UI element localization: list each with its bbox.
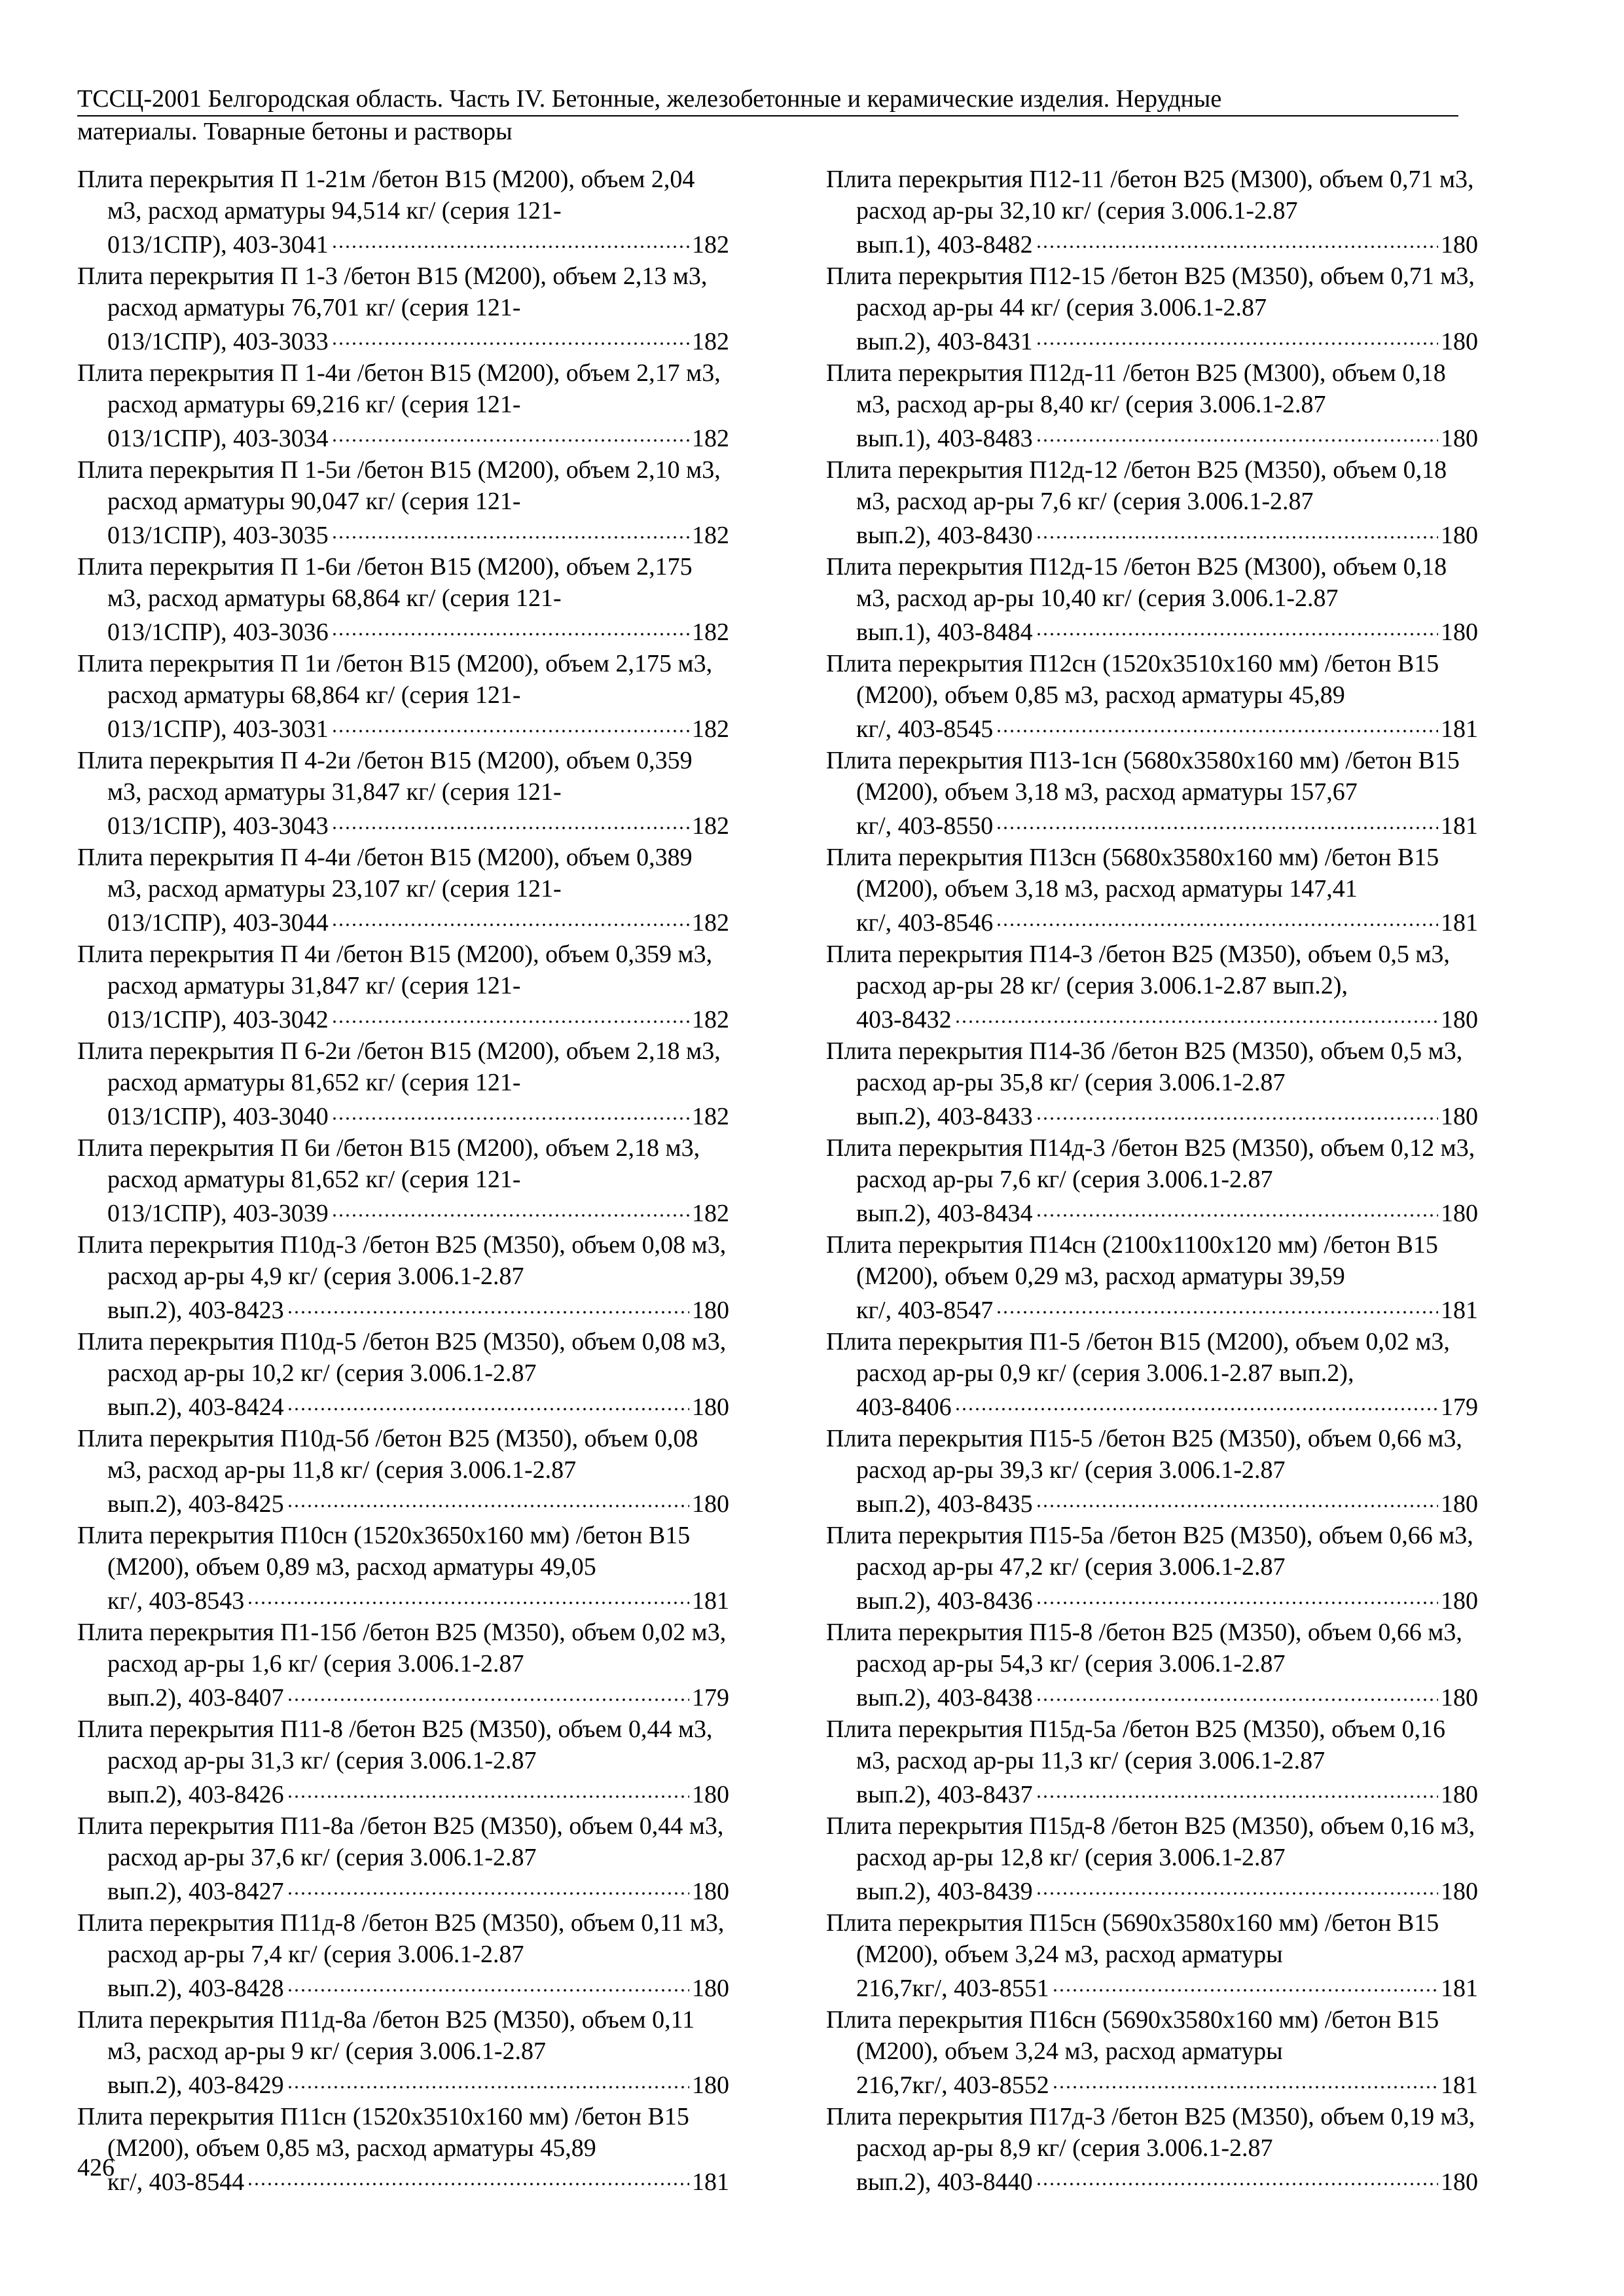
- entry-last-line: [107, 1001, 729, 1035]
- entry-text: Плита перекрытия П15-5 /бетон В25 (М350), объем 0,66 м3, расход ар-ры 39,3 кг/ (серия 3.006.1-2.87: [826, 1425, 1462, 1484]
- index-entry: [826, 1423, 1478, 1520]
- entry-text: Плита перекрытия П 1-4и /бетон В15 (М200), объем 2,17 м3, расход арматуры 69,216 кг/ (серия 121-: [77, 359, 721, 418]
- entry-code: кг/, 403-8545: [856, 715, 994, 743]
- entry-code: вып.2), 403-8434: [856, 1200, 1033, 1227]
- index-entry: [826, 2004, 1478, 2101]
- entry-text: Плита перекрытия П10сн (1520x3650x160 мм) /бетон В15 (М200), объем 0,89 м3, расход арматуры 49,05: [77, 1522, 691, 1581]
- entry-page-number: 180: [1441, 1103, 1478, 1130]
- entry-code: кг/, 403-8547: [856, 1297, 994, 1324]
- index-entry: [826, 1326, 1478, 1423]
- entry-code: вып.2), 403-8430: [856, 522, 1033, 549]
- entry-text: Плита перекрытия П12д-12 /бетон В25 (М350), объем 0,18 м3, расход ар-ры 7,6 кг/ (серия 3.006.1-2.87: [826, 456, 1447, 515]
- dot-leader: [247, 1583, 689, 1609]
- header-title-line2: материалы. Товарные бетоны и растворы: [77, 118, 513, 145]
- entry-text: Плита перекрытия П14-3 /бетон В25 (М350), объем 0,5 м3, расход ар-ры 28 кг/ (серия 3.006.1-2.87 вып.2),: [826, 941, 1450, 999]
- entry-last-line: [107, 226, 729, 260]
- entry-last-line: [107, 711, 729, 745]
- entry-last-line: [856, 1195, 1478, 1229]
- index-entry: [826, 260, 1478, 357]
- dot-leader: [331, 1098, 689, 1124]
- dot-leader: [331, 905, 689, 931]
- index-entry: [826, 164, 1478, 260]
- entry-code: вып.2), 403-8428: [107, 1975, 284, 2002]
- entry-last-line: [107, 323, 729, 357]
- entry-page-number: 182: [692, 522, 729, 549]
- entry-code: вып.1), 403-8484: [856, 619, 1033, 646]
- entry-last-line: [107, 420, 729, 454]
- dot-leader: [954, 1001, 1438, 1028]
- entry-page-number: 179: [1441, 1393, 1478, 1421]
- entry-last-line: [856, 1583, 1478, 1617]
- entry-page-number: 180: [692, 1393, 729, 1421]
- index-entry: [77, 1810, 729, 1907]
- index-entry: [77, 551, 729, 648]
- dot-leader: [287, 2067, 689, 2093]
- entry-text: Плита перекрытия П16сн (5690x3580x160 мм) /бетон В15 (М200), объем 3,24 м3, расход арматуры: [826, 2006, 1439, 2065]
- entry-code: вып.2), 403-8427: [107, 1878, 284, 1905]
- entry-code: вып.2), 403-8437: [856, 1781, 1033, 1808]
- dot-leader: [996, 905, 1438, 931]
- dot-leader: [1036, 1583, 1438, 1609]
- entry-page-number: 182: [692, 715, 729, 743]
- entry-last-line: [856, 1873, 1478, 1907]
- entry-code: вып.2), 403-8433: [856, 1103, 1033, 1130]
- index-entry: [77, 842, 729, 939]
- index-entry: [77, 939, 729, 1035]
- index-entry: [77, 1520, 729, 1617]
- entry-code: вып.2), 403-8431: [856, 328, 1033, 355]
- dot-leader: [1036, 226, 1438, 253]
- entry-code: вып.2), 403-8423: [107, 1297, 284, 1324]
- entry-last-line: [107, 905, 729, 939]
- header-title-line1: ТССЦ-2001 Белгородская область. Часть IV. Бетонные, железобетонные и керамические изделия. Нерудные: [77, 84, 1458, 117]
- dot-leader: [996, 1292, 1438, 1318]
- entry-last-line: [856, 1970, 1478, 2004]
- entry-code: 013/1СПР), 403-3041: [107, 231, 329, 259]
- index-entry: [77, 1035, 729, 1132]
- entry-page-number: 180: [1441, 619, 1478, 646]
- entry-text: Плита перекрытия П 4и /бетон В15 (М200), объем 0,359 м3, расход арматуры 31,847 кг/ (серия 121-: [77, 941, 713, 999]
- index-entry: [826, 454, 1478, 551]
- entry-last-line: [856, 323, 1478, 357]
- entry-code: вып.2), 403-8435: [856, 1490, 1033, 1518]
- entry-code: 403-8406: [856, 1393, 952, 1421]
- index-entry: [826, 551, 1478, 648]
- entry-code: вып.1), 403-8483: [856, 425, 1033, 452]
- entry-text: Плита перекрытия П15сн (5690x3580x160 мм) /бетон В15 (М200), объем 3,24 м3, расход арматуры: [826, 1909, 1439, 1968]
- entry-text: Плита перекрытия П12сн (1520x3510x160 мм) /бетон В15 (М200), объем 0,85 м3, расход арматуры 45,89: [826, 650, 1439, 709]
- entry-last-line: [856, 1389, 1478, 1423]
- entry-page-number: 181: [692, 1587, 729, 1615]
- dot-leader: [1036, 420, 1438, 446]
- dot-leader: [1052, 1970, 1438, 1996]
- entry-text: Плита перекрытия П1-15б /бетон В25 (М350), объем 0,02 м3, расход ар-ры 1,6 кг/ (серия 3.006.1-2.87: [77, 1619, 727, 1677]
- entry-last-line: [856, 1679, 1478, 1713]
- entry-page-number: 180: [1441, 1587, 1478, 1615]
- entry-code: вып.2), 403-8440: [856, 2168, 1033, 2196]
- dot-leader: [287, 1486, 689, 1512]
- entry-code: 216,7кг/, 403-8552: [856, 2072, 1049, 2099]
- entry-code: 013/1СПР), 403-3033: [107, 328, 329, 355]
- entry-page-number: 180: [1441, 1490, 1478, 1518]
- dot-leader: [1036, 517, 1438, 543]
- entry-code: 013/1СПР), 403-3039: [107, 1200, 329, 1227]
- entry-code: 013/1СПР), 403-3035: [107, 522, 329, 549]
- entry-code: 013/1СПР), 403-3043: [107, 812, 329, 840]
- dot-leader: [287, 1873, 689, 1899]
- entry-text: Плита перекрытия П15д-8 /бетон В25 (М350), объем 0,16 м3, расход ар-ры 12,8 кг/ (серия 3.006.1-2.87: [826, 1812, 1475, 1871]
- entry-text: Плита перекрытия П 1-3 /бетон В15 (М200), объем 2,13 м3, расход арматуры 76,701 кг/ (серия 121-: [77, 262, 708, 321]
- index-entry: [826, 1520, 1478, 1617]
- entry-last-line: [107, 1486, 729, 1520]
- entry-text: Плита перекрытия П 1-5и /бетон В15 (М200), объем 2,10 м3, расход арматуры 90,047 кг/ (серия 121-: [77, 456, 721, 515]
- entry-page-number: 182: [692, 425, 729, 452]
- dot-leader: [331, 614, 689, 640]
- entry-page-number: 180: [1441, 1200, 1478, 1227]
- entry-code: 403-8432: [856, 1006, 952, 1033]
- entry-page-number: 181: [1441, 1975, 1478, 2002]
- entry-last-line: [856, 1001, 1478, 1035]
- entry-text: Плита перекрытия П10д-5б /бетон В25 (М350), объем 0,08 м3, расход ар-ры 11,8 кг/ (серия 3.006.1-2.87: [77, 1425, 698, 1484]
- entry-page-number: 180: [1441, 1684, 1478, 1712]
- index-entry: [826, 1035, 1478, 1132]
- index-entry: [77, 1617, 729, 1713]
- dot-leader: [996, 711, 1438, 737]
- entry-last-line: [107, 1583, 729, 1617]
- entry-page-number: 180: [692, 1781, 729, 1808]
- index-entry: [77, 454, 729, 551]
- entry-page-number: 181: [1441, 1297, 1478, 1324]
- dot-leader: [1036, 1098, 1438, 1124]
- entry-code: вып.2), 403-8438: [856, 1684, 1033, 1712]
- index-entry: [826, 1907, 1478, 2004]
- dot-leader: [954, 1389, 1438, 1415]
- entry-last-line: [107, 1970, 729, 2004]
- entry-code: вып.2), 403-8429: [107, 2072, 284, 2099]
- entry-page-number: 181: [1441, 909, 1478, 937]
- index-entry: [77, 1132, 729, 1229]
- dot-leader: [331, 808, 689, 834]
- entry-last-line: [107, 1292, 729, 1326]
- entry-code: кг/, 403-8546: [856, 909, 994, 937]
- entry-page-number: 181: [1441, 2072, 1478, 2099]
- index-entry: [77, 1423, 729, 1520]
- entry-last-line: [107, 1389, 729, 1423]
- dot-leader: [1036, 323, 1438, 350]
- entry-page-number: 180: [692, 2072, 729, 2099]
- entry-code: вып.1), 403-8482: [856, 231, 1033, 259]
- entry-last-line: [107, 2164, 729, 2198]
- entry-last-line: [107, 808, 729, 842]
- dot-leader: [1036, 1195, 1438, 1221]
- entry-text: Плита перекрытия П12-11 /бетон В25 (М300), объем 0,71 м3, расход ар-ры 32,10 кг/ (серия 3.006.1-2.87: [826, 166, 1474, 224]
- entry-text: Плита перекрытия П12д-15 /бетон В25 (М300), объем 0,18 м3, расход ар-ры 10,40 кг/ (серия 3.006.1-2.87: [826, 553, 1447, 612]
- entry-code: кг/, 403-8544: [107, 2168, 245, 2196]
- index-entry: [826, 1713, 1478, 1810]
- entry-last-line: [107, 614, 729, 648]
- entry-page-number: 181: [1441, 812, 1478, 840]
- entry-code: вып.2), 403-8424: [107, 1393, 284, 1421]
- entry-code: 013/1СПР), 403-3031: [107, 715, 329, 743]
- entry-last-line: [856, 614, 1478, 648]
- entry-code: вып.2), 403-8436: [856, 1587, 1033, 1615]
- entry-last-line: [856, 420, 1478, 454]
- entry-text: Плита перекрытия П 6-2и /бетон В15 (М200), объем 2,18 м3, расход арматуры 81,652 кг/ (серия 121-: [77, 1037, 721, 1096]
- entry-last-line: [856, 1292, 1478, 1326]
- entry-page-number: 180: [1441, 2168, 1478, 2196]
- index-entry: [826, 1810, 1478, 1907]
- entry-last-line: [856, 905, 1478, 939]
- dot-leader: [1036, 1486, 1438, 1512]
- entry-code: вып.2), 403-8426: [107, 1781, 284, 1808]
- entry-text: Плита перекрытия П15-8 /бетон В25 (М350), объем 0,66 м3, расход ар-ры 54,3 кг/ (серия 3.006.1-2.87: [826, 1619, 1462, 1677]
- index-entry: [77, 2101, 729, 2198]
- entry-last-line: [107, 517, 729, 551]
- entry-page-number: 180: [1441, 1781, 1478, 1808]
- dot-leader: [287, 1292, 689, 1318]
- entry-text: Плита перекрытия П 4-4и /бетон В15 (М200), объем 0,389 м3, расход арматуры 23,107 кг/ (серия 121-: [77, 844, 693, 903]
- index-entry: [826, 1132, 1478, 1229]
- entry-text: Плита перекрытия П15-5а /бетон В25 (М350), объем 0,66 м3, расход ар-ры 47,2 кг/ (серия 3.006.1-2.87: [826, 1522, 1473, 1581]
- entry-code: 013/1СПР), 403-3042: [107, 1006, 329, 1033]
- dot-leader: [1036, 1679, 1438, 1706]
- entry-code: вып.2), 403-8425: [107, 1490, 284, 1518]
- entry-last-line: [856, 1776, 1478, 1810]
- dot-leader: [1036, 1873, 1438, 1899]
- page-number: 426: [77, 2154, 115, 2181]
- index-entry: [826, 1229, 1478, 1326]
- entry-page-number: 180: [1441, 231, 1478, 259]
- entry-page-number: 179: [692, 1684, 729, 1712]
- entry-text: Плита перекрытия П 4-2и /бетон В15 (М200), объем 0,359 м3, расход арматуры 31,847 кг/ (серия 121-: [77, 747, 693, 806]
- entry-text: Плита перекрытия П11-8 /бетон В25 (М350), объем 0,44 м3, расход ар-ры 31,3 кг/ (серия 3.006.1-2.87: [77, 1715, 713, 1774]
- entry-text: Плита перекрытия П 6и /бетон В15 (М200), объем 2,18 м3, расход арматуры 81,652 кг/ (серия 121-: [77, 1134, 700, 1193]
- entry-page-number: 180: [1441, 1878, 1478, 1905]
- entry-page-number: 182: [692, 1006, 729, 1033]
- entry-text: Плита перекрытия П15д-5а /бетон В25 (М350), объем 0,16 м3, расход ар-ры 11,3 кг/ (серия 3.006.1-2.87: [826, 1715, 1446, 1774]
- index-column-right: [826, 164, 1478, 2198]
- entry-text: Плита перекрытия П 1и /бетон В15 (М200), объем 2,175 м3, расход арматуры 68,864 кг/ (серия 121-: [77, 650, 713, 709]
- index-column-left: [77, 164, 729, 2198]
- entry-last-line: [856, 808, 1478, 842]
- entry-code: кг/, 403-8543: [107, 1587, 245, 1615]
- index-entry: [826, 842, 1478, 939]
- entry-page-number: 180: [1441, 328, 1478, 355]
- entry-page-number: 180: [692, 1975, 729, 2002]
- entry-page-number: 182: [692, 1103, 729, 1130]
- entry-page-number: 180: [1441, 522, 1478, 549]
- index-entry: [77, 1326, 729, 1423]
- entry-text: Плита перекрытия П13сн (5680x3580x160 мм) /бетон В15 (М200), объем 3,18 м3, расход арматуры 147,41: [826, 844, 1439, 903]
- dot-leader: [1052, 2067, 1438, 2093]
- dot-leader: [287, 1970, 689, 1996]
- dot-leader: [331, 517, 689, 543]
- dot-leader: [331, 711, 689, 737]
- entry-text: Плита перекрытия П1-5 /бетон В15 (М200), объем 0,02 м3, расход ар-ры 0,9 кг/ (серия 3.006.1-2.87 вып.2),: [826, 1328, 1450, 1387]
- index-entry: [826, 2101, 1478, 2198]
- dot-leader: [331, 1001, 689, 1028]
- entry-text: Плита перекрытия П 1-6и /бетон В15 (М200), объем 2,175 м3, расход арматуры 68,864 кг/ (серия 121-: [77, 553, 693, 612]
- entry-text: Плита перекрытия П 1-21м /бетон В15 (М200), объем 2,04 м3, расход арматуры 94,514 кг/ (серия 121-: [77, 166, 695, 224]
- entry-text: Плита перекрытия П14д-3 /бетон В25 (М350), объем 0,12 м3, расход ар-ры 7,6 кг/ (серия 3.006.1-2.87: [826, 1134, 1475, 1193]
- entry-text: Плита перекрытия П13-1сн (5680x3580x160 мм) /бетон В15 (М200), объем 3,18 м3, расход арматуры 157,67: [826, 747, 1460, 806]
- dot-leader: [331, 226, 689, 253]
- entry-page-number: 182: [692, 231, 729, 259]
- entry-code: 216,7кг/, 403-8551: [856, 1975, 1049, 2002]
- entry-last-line: [856, 226, 1478, 260]
- dot-leader: [1036, 1776, 1438, 1803]
- index-entry: [77, 260, 729, 357]
- dot-leader: [247, 2164, 689, 2190]
- index-entry: [77, 164, 729, 260]
- entry-code: 013/1СПР), 403-3036: [107, 619, 329, 646]
- entry-page-number: 181: [1441, 715, 1478, 743]
- dot-leader: [331, 1195, 689, 1221]
- entry-last-line: [856, 711, 1478, 745]
- entry-last-line: [856, 1486, 1478, 1520]
- entry-last-line: [856, 2067, 1478, 2101]
- entry-last-line: [107, 1098, 729, 1132]
- index-entry: [826, 357, 1478, 454]
- index-entry: [77, 1907, 729, 2004]
- entry-page-number: 181: [692, 2168, 729, 2196]
- entry-page-number: 182: [692, 328, 729, 355]
- index-entry: [77, 1713, 729, 1810]
- entry-page-number: 182: [692, 812, 729, 840]
- index-entry: [826, 1617, 1478, 1713]
- entry-last-line: [107, 1873, 729, 1907]
- dot-leader: [996, 808, 1438, 834]
- dot-leader: [331, 323, 689, 350]
- entry-text: Плита перекрытия П14сн (2100x1100x120 мм) /бетон В15 (М200), объем 0,29 м3, расход арматуры 39,59: [826, 1231, 1438, 1290]
- entry-page-number: 180: [692, 1490, 729, 1518]
- entry-code: вып.2), 403-8439: [856, 1878, 1033, 1905]
- entry-page-number: 180: [692, 1297, 729, 1324]
- entry-code: 013/1СПР), 403-3044: [107, 909, 329, 937]
- running-header: [77, 84, 1458, 147]
- dot-leader: [1036, 2164, 1438, 2190]
- dot-leader: [331, 420, 689, 446]
- index-entry: [77, 648, 729, 745]
- entry-page-number: 180: [1441, 1006, 1478, 1033]
- index-entry: [77, 357, 729, 454]
- entry-last-line: [856, 2164, 1478, 2198]
- dot-leader: [287, 1776, 689, 1803]
- entry-page-number: 180: [692, 1878, 729, 1905]
- index-entry: [826, 745, 1478, 842]
- entry-text: Плита перекрытия П10д-3 /бетон В25 (М350), объем 0,08 м3, расход ар-ры 4,9 кг/ (серия 3.006.1-2.87: [77, 1231, 727, 1290]
- dot-leader: [287, 1389, 689, 1415]
- entry-code: кг/, 403-8550: [856, 812, 994, 840]
- index-entry: [77, 745, 729, 842]
- entry-last-line: [107, 1776, 729, 1810]
- entry-code: вып.2), 403-8407: [107, 1684, 284, 1712]
- entry-text: Плита перекрытия П17д-3 /бетон В25 (М350), объем 0,19 м3, расход ар-ры 8,9 кг/ (серия 3.006.1-2.87: [826, 2103, 1475, 2162]
- index-entry: [826, 648, 1478, 745]
- entry-page-number: 180: [1441, 425, 1478, 452]
- entry-text: Плита перекрытия П11д-8 /бетон В25 (М350), объем 0,11 м3, расход ар-ры 7,4 кг/ (серия 3.006.1-2.87: [77, 1909, 725, 1968]
- entry-text: Плита перекрытия П12д-11 /бетон В25 (М300), объем 0,18 м3, расход ар-ры 8,40 кг/ (серия 3.006.1-2.87: [826, 359, 1446, 418]
- entry-text: Плита перекрытия П10д-5 /бетон В25 (М350), объем 0,08 м3, расход ар-ры 10,2 кг/ (серия 3.006.1-2.87: [77, 1328, 727, 1387]
- entry-text: Плита перекрытия П12-15 /бетон В25 (М350), объем 0,71 м3, расход ар-ры 44 кг/ (серия 3.006.1-2.87: [826, 262, 1475, 321]
- entry-code: 013/1СПР), 403-3034: [107, 425, 329, 452]
- entry-page-number: 182: [692, 619, 729, 646]
- entry-text: Плита перекрытия П11-8а /бетон В25 (М350), объем 0,44 м3, расход ар-ры 37,6 кг/ (серия 3.006.1-2.87: [77, 1812, 724, 1871]
- entry-text: Плита перекрытия П11сн (1520x3510x160 мм) /бетон В15 (М200), объем 0,85 м3, расход арматуры 45,89: [77, 2103, 689, 2162]
- index-entry: [77, 2004, 729, 2101]
- entry-last-line: [856, 1098, 1478, 1132]
- dot-leader: [287, 1679, 689, 1706]
- entry-page-number: 182: [692, 909, 729, 937]
- index-entry: [826, 939, 1478, 1035]
- entry-last-line: [107, 2067, 729, 2101]
- entry-last-line: [107, 1679, 729, 1713]
- dot-leader: [1036, 614, 1438, 640]
- entry-code: 013/1СПР), 403-3040: [107, 1103, 329, 1130]
- entry-text: Плита перекрытия П14-3б /бетон В25 (М350), объем 0,5 м3, расход ар-ры 35,8 кг/ (серия 3.006.1-2.87: [826, 1037, 1463, 1096]
- entry-last-line: [856, 517, 1478, 551]
- entry-page-number: 182: [692, 1200, 729, 1227]
- index-entry: [77, 1229, 729, 1326]
- entry-last-line: [107, 1195, 729, 1229]
- entry-text: Плита перекрытия П11д-8а /бетон В25 (М350), объем 0,11 м3, расход ар-ры 9 кг/ (серия 3.006.1-2.87: [77, 2006, 695, 2065]
